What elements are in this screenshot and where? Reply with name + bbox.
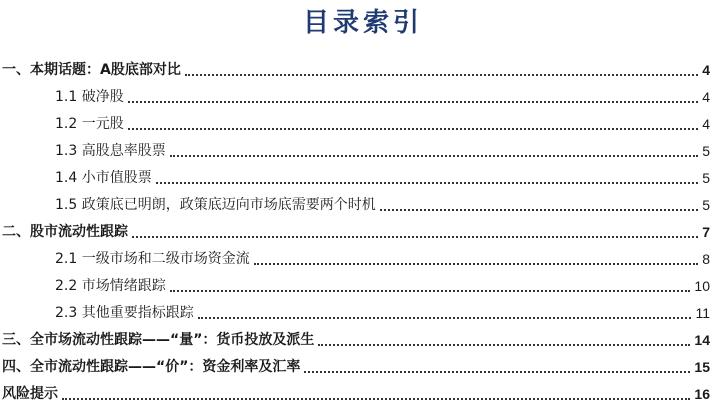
toc-entry-1-5[interactable] [0, 188, 726, 215]
toc-entry-page: 16 [694, 386, 710, 402]
toc-entry-label: 1.3 高股息率股票 [55, 143, 166, 159]
toc-entry-label: 2.1 一级市场和二级市场资金流 [55, 251, 250, 267]
toc-entry-label: 1.4 小市值股票 [55, 170, 152, 186]
toc-entry-page: 14 [694, 332, 710, 348]
dot-leader [128, 128, 698, 130]
toc-entry-2-1[interactable] [0, 242, 726, 269]
toc-entry-label: 1.2 一元股 [55, 116, 124, 132]
dot-leader [185, 74, 698, 76]
toc-entry-page: 8 [702, 251, 710, 267]
toc-entry-section-3[interactable] [0, 323, 726, 350]
toc-entry-1-4[interactable] [0, 161, 726, 188]
toc-entry-1-3[interactable] [0, 134, 726, 161]
toc-entry-2-3[interactable] [0, 296, 726, 323]
toc-entry-page: 5 [702, 197, 710, 213]
toc-list [0, 53, 726, 404]
toc-entry-section-2[interactable] [0, 215, 726, 242]
dot-leader [380, 209, 698, 211]
toc-entry-section-4[interactable] [0, 350, 726, 377]
toc-entry-page: 5 [702, 170, 710, 186]
toc-entry-page: 4 [702, 62, 710, 78]
toc-entry-label: 2.3 其他重要指标跟踪 [55, 305, 194, 321]
dot-leader [254, 263, 698, 265]
toc-entry-page: 10 [694, 278, 710, 294]
toc-entry-1-1[interactable] [0, 80, 726, 107]
dot-leader [304, 371, 690, 373]
dot-leader [62, 398, 690, 400]
toc-entry-label: 1.5 政策底已明朗，政策底迈向市场底需要两个时机 [55, 197, 376, 213]
toc-entry-label: 二、股市流动性跟踪 [2, 224, 128, 240]
toc-entry-page: 7 [702, 224, 710, 240]
toc-title: 目录索引 [302, 8, 423, 38]
toc-entry-1-2[interactable] [0, 107, 726, 134]
toc-entry-page: 4 [702, 89, 710, 105]
dot-leader [156, 182, 698, 184]
toc-entry-page: 11 [695, 305, 710, 321]
toc-entry-risk-notice[interactable] [0, 377, 726, 404]
toc-entry-page: 5 [702, 143, 710, 159]
toc-entry-section-1[interactable] [0, 53, 726, 80]
toc-entry-page: 4 [702, 116, 710, 132]
toc-entry-label: 2.2 市场情绪跟踪 [55, 278, 166, 294]
toc-entry-2-2[interactable] [0, 269, 726, 296]
toc-entry-label: 四、全市流动性跟踪——“价”：资金利率及汇率 [2, 359, 301, 375]
dot-leader [132, 236, 698, 238]
dot-leader [170, 155, 698, 157]
toc-entry-page: 15 [694, 359, 710, 375]
dot-leader [198, 317, 692, 319]
toc-entry-label: 1.1 破净股 [55, 89, 124, 105]
toc-entry-label: 三、全市场流动性跟踪——“量”：货币投放及派生 [2, 332, 315, 348]
dot-leader [170, 290, 691, 292]
dot-leader [128, 101, 698, 103]
toc-entry-label: 风险提示 [2, 386, 58, 402]
dot-leader [318, 344, 690, 346]
toc-entry-label: 一、本期话题：A股底部对比 [2, 62, 181, 78]
